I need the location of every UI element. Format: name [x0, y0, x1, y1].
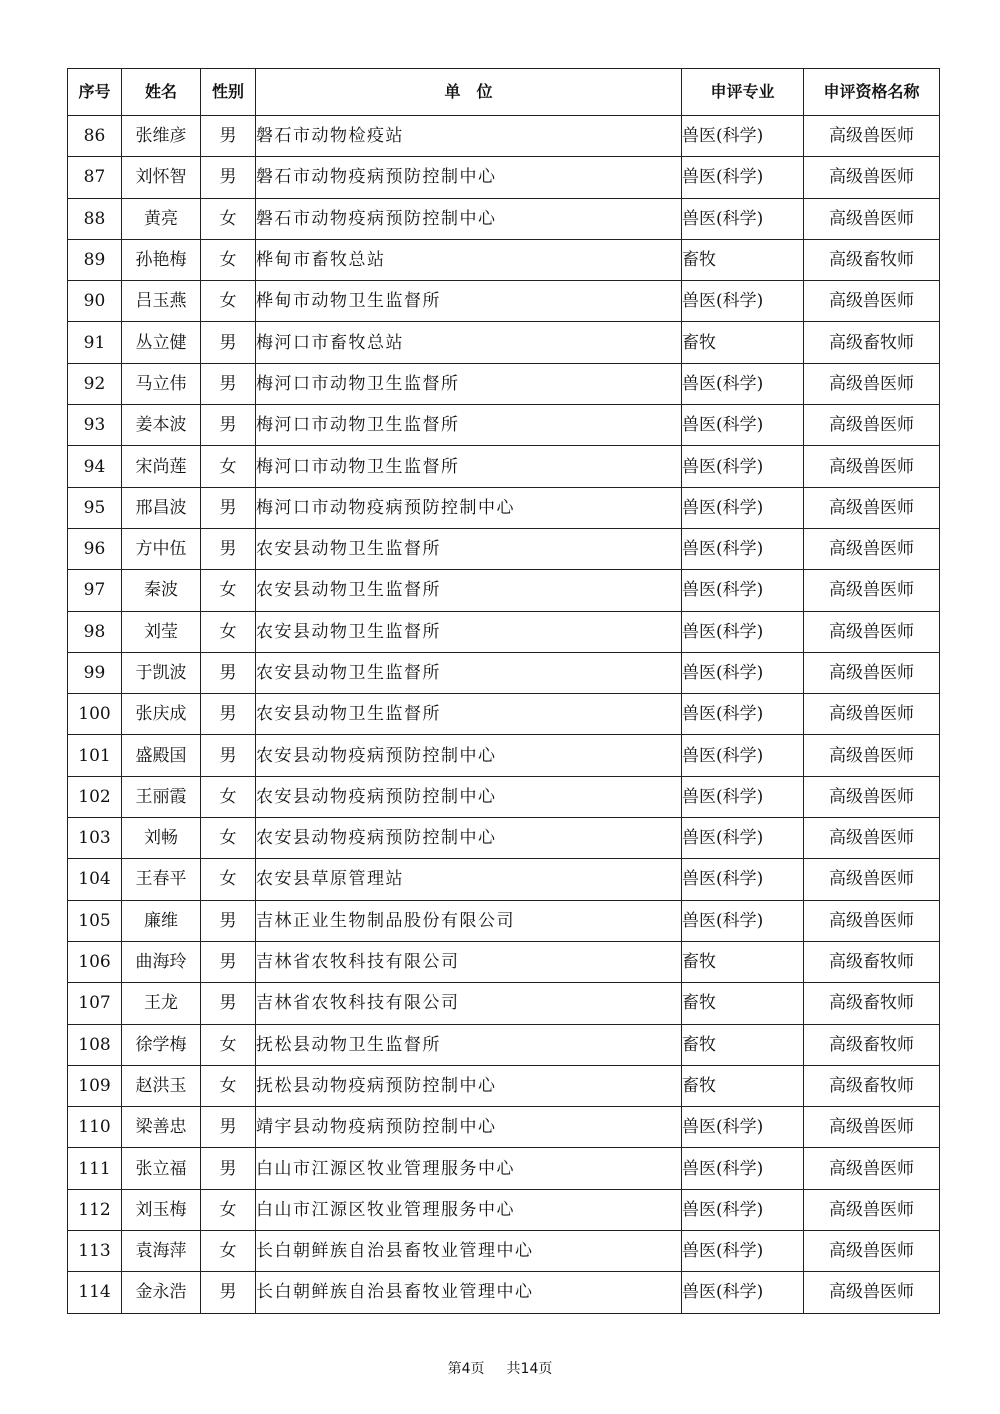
cell-name: 赵洪玉: [122, 1065, 201, 1106]
cell-sex: 男: [201, 941, 256, 982]
cell-title: 高级兽医师: [804, 487, 940, 528]
table-row: [68, 1231, 940, 1272]
header-num: 序号: [68, 69, 122, 116]
cell-unit: 农安县动物疫病预防控制中心: [256, 735, 682, 776]
cell-num: 101: [68, 735, 122, 776]
table-row: [68, 652, 940, 693]
cell-name: 王春平: [122, 859, 201, 900]
cell-num: 99: [68, 652, 122, 693]
cell-unit: 农安县草原管理站: [256, 859, 682, 900]
cell-unit: 吉林省农牧科技有限公司: [256, 983, 682, 1024]
cell-unit: 桦甸市畜牧总站: [256, 239, 682, 280]
cell-title: 高级兽医师: [804, 694, 940, 735]
table-row: [68, 570, 940, 611]
cell-unit: 磐石市动物疫病预防控制中心: [256, 198, 682, 239]
cell-unit: 磐石市动物检疫站: [256, 116, 682, 157]
cell-title: 高级兽医师: [804, 528, 940, 569]
cell-name: 袁海萍: [122, 1231, 201, 1272]
cell-name: 姜本波: [122, 405, 201, 446]
cell-major: 兽医(科学): [682, 1272, 804, 1313]
cell-name: 张立福: [122, 1148, 201, 1189]
page-number: 第4页: [447, 1361, 485, 1377]
cell-sex: 女: [201, 1024, 256, 1065]
cell-num: 94: [68, 446, 122, 487]
table-row: [68, 281, 940, 322]
table-row: [68, 1107, 940, 1148]
cell-name: 刘玉梅: [122, 1189, 201, 1230]
table-row: [68, 198, 940, 239]
cell-title: 高级兽医师: [804, 446, 940, 487]
cell-num: 97: [68, 570, 122, 611]
cell-unit: 梅河口市畜牧总站: [256, 322, 682, 363]
cell-name: 刘怀智: [122, 157, 201, 198]
cell-title: 高级兽医师: [804, 1148, 940, 1189]
cell-sex: 男: [201, 983, 256, 1024]
cell-sex: 女: [201, 198, 256, 239]
header-major: 申评专业: [682, 69, 804, 116]
table-row: [68, 941, 940, 982]
cell-major: 兽医(科学): [682, 776, 804, 817]
cell-name: 张庆成: [122, 694, 201, 735]
cell-unit: 梅河口市动物卫生监督所: [256, 405, 682, 446]
header-sex: 性别: [201, 69, 256, 116]
cell-title: 高级兽医师: [804, 1231, 940, 1272]
cell-title: 高级兽医师: [804, 157, 940, 198]
cell-name: 于凯波: [122, 652, 201, 693]
cell-num: 91: [68, 322, 122, 363]
table-row: [68, 1189, 940, 1230]
cell-num: 100: [68, 694, 122, 735]
cell-num: 105: [68, 900, 122, 941]
cell-num: 102: [68, 776, 122, 817]
cell-unit: 农安县动物卫生监督所: [256, 611, 682, 652]
cell-sex: 男: [201, 322, 256, 363]
cell-num: 86: [68, 116, 122, 157]
cell-major: 兽医(科学): [682, 1231, 804, 1272]
cell-major: 兽医(科学): [682, 1148, 804, 1189]
cell-title: 高级畜牧师: [804, 322, 940, 363]
cell-major: 畜牧: [682, 1024, 804, 1065]
cell-num: 92: [68, 363, 122, 404]
cell-num: 96: [68, 528, 122, 569]
table-row: [68, 611, 940, 652]
cell-major: 兽医(科学): [682, 652, 804, 693]
cell-name: 丛立健: [122, 322, 201, 363]
cell-sex: 男: [201, 1107, 256, 1148]
cell-major: 兽医(科学): [682, 281, 804, 322]
cell-num: 112: [68, 1189, 122, 1230]
cell-major: 兽医(科学): [682, 157, 804, 198]
cell-title: 高级兽医师: [804, 405, 940, 446]
cell-unit: 梅河口市动物卫生监督所: [256, 446, 682, 487]
cell-title: 高级兽医师: [804, 735, 940, 776]
cell-unit: 农安县动物卫生监督所: [256, 694, 682, 735]
cell-sex: 男: [201, 487, 256, 528]
cell-name: 方中伍: [122, 528, 201, 569]
cell-major: 畜牧: [682, 1065, 804, 1106]
cell-title: 高级畜牧师: [804, 1065, 940, 1106]
cell-unit: 农安县动物卫生监督所: [256, 652, 682, 693]
cell-title: 高级兽医师: [804, 818, 940, 859]
cell-name: 秦波: [122, 570, 201, 611]
cell-title: 高级兽医师: [804, 363, 940, 404]
cell-unit: 农安县动物卫生监督所: [256, 570, 682, 611]
cell-sex: 男: [201, 1272, 256, 1313]
table-row: [68, 239, 940, 280]
cell-name: 廉维: [122, 900, 201, 941]
table-row: [68, 528, 940, 569]
cell-sex: 女: [201, 859, 256, 900]
header-row: [68, 69, 940, 116]
cell-title: 高级兽医师: [804, 116, 940, 157]
cell-sex: 男: [201, 735, 256, 776]
cell-num: 104: [68, 859, 122, 900]
cell-unit: 长白朝鲜族自治县畜牧业管理中心: [256, 1231, 682, 1272]
cell-sex: 女: [201, 446, 256, 487]
cell-name: 王丽霞: [122, 776, 201, 817]
cell-name: 张维彦: [122, 116, 201, 157]
cell-unit: 白山市江源区牧业管理服务中心: [256, 1189, 682, 1230]
cell-name: 曲海玲: [122, 941, 201, 982]
cell-major: 畜牧: [682, 239, 804, 280]
table-row: [68, 818, 940, 859]
cell-major: 兽医(科学): [682, 116, 804, 157]
header-name: 姓名: [122, 69, 201, 116]
page-footer: [0, 1358, 1000, 1378]
cell-unit: 长白朝鲜族自治县畜牧业管理中心: [256, 1272, 682, 1313]
cell-title: 高级畜牧师: [804, 1024, 940, 1065]
cell-name: 刘畅: [122, 818, 201, 859]
page-total: 共14页: [506, 1361, 553, 1377]
cell-major: 兽医(科学): [682, 198, 804, 239]
cell-title: 高级兽医师: [804, 859, 940, 900]
table-row: [68, 363, 940, 404]
table-row: [68, 983, 940, 1024]
cell-unit: 梅河口市动物卫生监督所: [256, 363, 682, 404]
cell-major: 兽医(科学): [682, 528, 804, 569]
header-unit: 单 位: [256, 69, 682, 116]
table-row: [68, 1024, 940, 1065]
cell-unit: 农安县动物卫生监督所: [256, 528, 682, 569]
cell-major: 兽医(科学): [682, 611, 804, 652]
cell-major: 兽医(科学): [682, 859, 804, 900]
cell-name: 黄亮: [122, 198, 201, 239]
cell-sex: 女: [201, 570, 256, 611]
table-row: [68, 1148, 940, 1189]
table-row: [68, 694, 940, 735]
cell-num: 109: [68, 1065, 122, 1106]
cell-unit: 白山市江源区牧业管理服务中心: [256, 1148, 682, 1189]
cell-sex: 男: [201, 694, 256, 735]
cell-name: 盛殿国: [122, 735, 201, 776]
cell-name: 宋尚莲: [122, 446, 201, 487]
cell-title: 高级兽医师: [804, 198, 940, 239]
cell-sex: 女: [201, 1231, 256, 1272]
cell-major: 兽医(科学): [682, 900, 804, 941]
cell-num: 108: [68, 1024, 122, 1065]
cell-num: 110: [68, 1107, 122, 1148]
cell-sex: 女: [201, 1065, 256, 1106]
cell-sex: 女: [201, 239, 256, 280]
header-title: 申评资格名称: [804, 69, 940, 116]
cell-num: 89: [68, 239, 122, 280]
cell-num: 87: [68, 157, 122, 198]
cell-major: 兽医(科学): [682, 818, 804, 859]
table-row: [68, 322, 940, 363]
cell-major: 畜牧: [682, 941, 804, 982]
table-row: [68, 1272, 940, 1313]
cell-num: 114: [68, 1272, 122, 1313]
cell-major: 畜牧: [682, 322, 804, 363]
cell-unit: 抚松县动物卫生监督所: [256, 1024, 682, 1065]
cell-name: 吕玉燕: [122, 281, 201, 322]
table-row: [68, 776, 940, 817]
table-header: [68, 69, 940, 116]
cell-name: 邢昌波: [122, 487, 201, 528]
cell-title: 高级畜牧师: [804, 983, 940, 1024]
cell-title: 高级兽医师: [804, 281, 940, 322]
cell-title: 高级兽医师: [804, 776, 940, 817]
cell-unit: 梅河口市动物疫病预防控制中心: [256, 487, 682, 528]
cell-num: 98: [68, 611, 122, 652]
cell-unit: 靖宇县动物疫病预防控制中心: [256, 1107, 682, 1148]
table-row: [68, 900, 940, 941]
cell-major: 兽医(科学): [682, 694, 804, 735]
cell-name: 王龙: [122, 983, 201, 1024]
table-row: [68, 157, 940, 198]
cell-name: 孙艳梅: [122, 239, 201, 280]
cell-num: 93: [68, 405, 122, 446]
table-row: [68, 735, 940, 776]
cell-num: 111: [68, 1148, 122, 1189]
cell-name: 徐学梅: [122, 1024, 201, 1065]
cell-major: 兽医(科学): [682, 1107, 804, 1148]
cell-title: 高级兽医师: [804, 1107, 940, 1148]
cell-sex: 男: [201, 405, 256, 446]
cell-title: 高级兽医师: [804, 570, 940, 611]
cell-name: 马立伟: [122, 363, 201, 404]
cell-sex: 男: [201, 900, 256, 941]
table-row: [68, 116, 940, 157]
cell-unit: 磐石市动物疫病预防控制中心: [256, 157, 682, 198]
table-body: [68, 116, 940, 1314]
cell-num: 103: [68, 818, 122, 859]
cell-major: 兽医(科学): [682, 363, 804, 404]
cell-sex: 女: [201, 611, 256, 652]
cell-title: 高级兽医师: [804, 652, 940, 693]
cell-sex: 男: [201, 528, 256, 569]
cell-sex: 男: [201, 652, 256, 693]
cell-unit: 桦甸市动物卫生监督所: [256, 281, 682, 322]
cell-name: 金永浩: [122, 1272, 201, 1313]
roster-table: [67, 68, 940, 1314]
cell-sex: 女: [201, 818, 256, 859]
cell-title: 高级兽医师: [804, 611, 940, 652]
cell-sex: 女: [201, 776, 256, 817]
cell-major: 兽医(科学): [682, 1189, 804, 1230]
cell-sex: 男: [201, 1148, 256, 1189]
cell-sex: 男: [201, 116, 256, 157]
cell-major: 畜牧: [682, 983, 804, 1024]
cell-num: 113: [68, 1231, 122, 1272]
table-row: [68, 487, 940, 528]
cell-unit: 农安县动物疫病预防控制中心: [256, 818, 682, 859]
cell-unit: 吉林省农牧科技有限公司: [256, 941, 682, 982]
cell-major: 兽医(科学): [682, 405, 804, 446]
cell-unit: 抚松县动物疫病预防控制中心: [256, 1065, 682, 1106]
cell-title: 高级畜牧师: [804, 239, 940, 280]
cell-sex: 男: [201, 363, 256, 404]
table-row: [68, 1065, 940, 1106]
cell-major: 兽医(科学): [682, 735, 804, 776]
cell-title: 高级兽医师: [804, 1189, 940, 1230]
table-row: [68, 405, 940, 446]
cell-title: 高级兽医师: [804, 900, 940, 941]
table-row: [68, 446, 940, 487]
cell-name: 刘莹: [122, 611, 201, 652]
cell-major: 兽医(科学): [682, 487, 804, 528]
cell-title: 高级兽医师: [804, 1272, 940, 1313]
cell-sex: 女: [201, 1189, 256, 1230]
cell-name: 梁善忠: [122, 1107, 201, 1148]
cell-num: 107: [68, 983, 122, 1024]
cell-major: 兽医(科学): [682, 570, 804, 611]
cell-unit: 农安县动物疫病预防控制中心: [256, 776, 682, 817]
cell-num: 95: [68, 487, 122, 528]
cell-sex: 女: [201, 281, 256, 322]
cell-num: 88: [68, 198, 122, 239]
cell-major: 兽医(科学): [682, 446, 804, 487]
cell-num: 106: [68, 941, 122, 982]
cell-num: 90: [68, 281, 122, 322]
table-row: [68, 859, 940, 900]
cell-unit: 吉林正业生物制品股份有限公司: [256, 900, 682, 941]
cell-sex: 男: [201, 157, 256, 198]
cell-title: 高级畜牧师: [804, 941, 940, 982]
